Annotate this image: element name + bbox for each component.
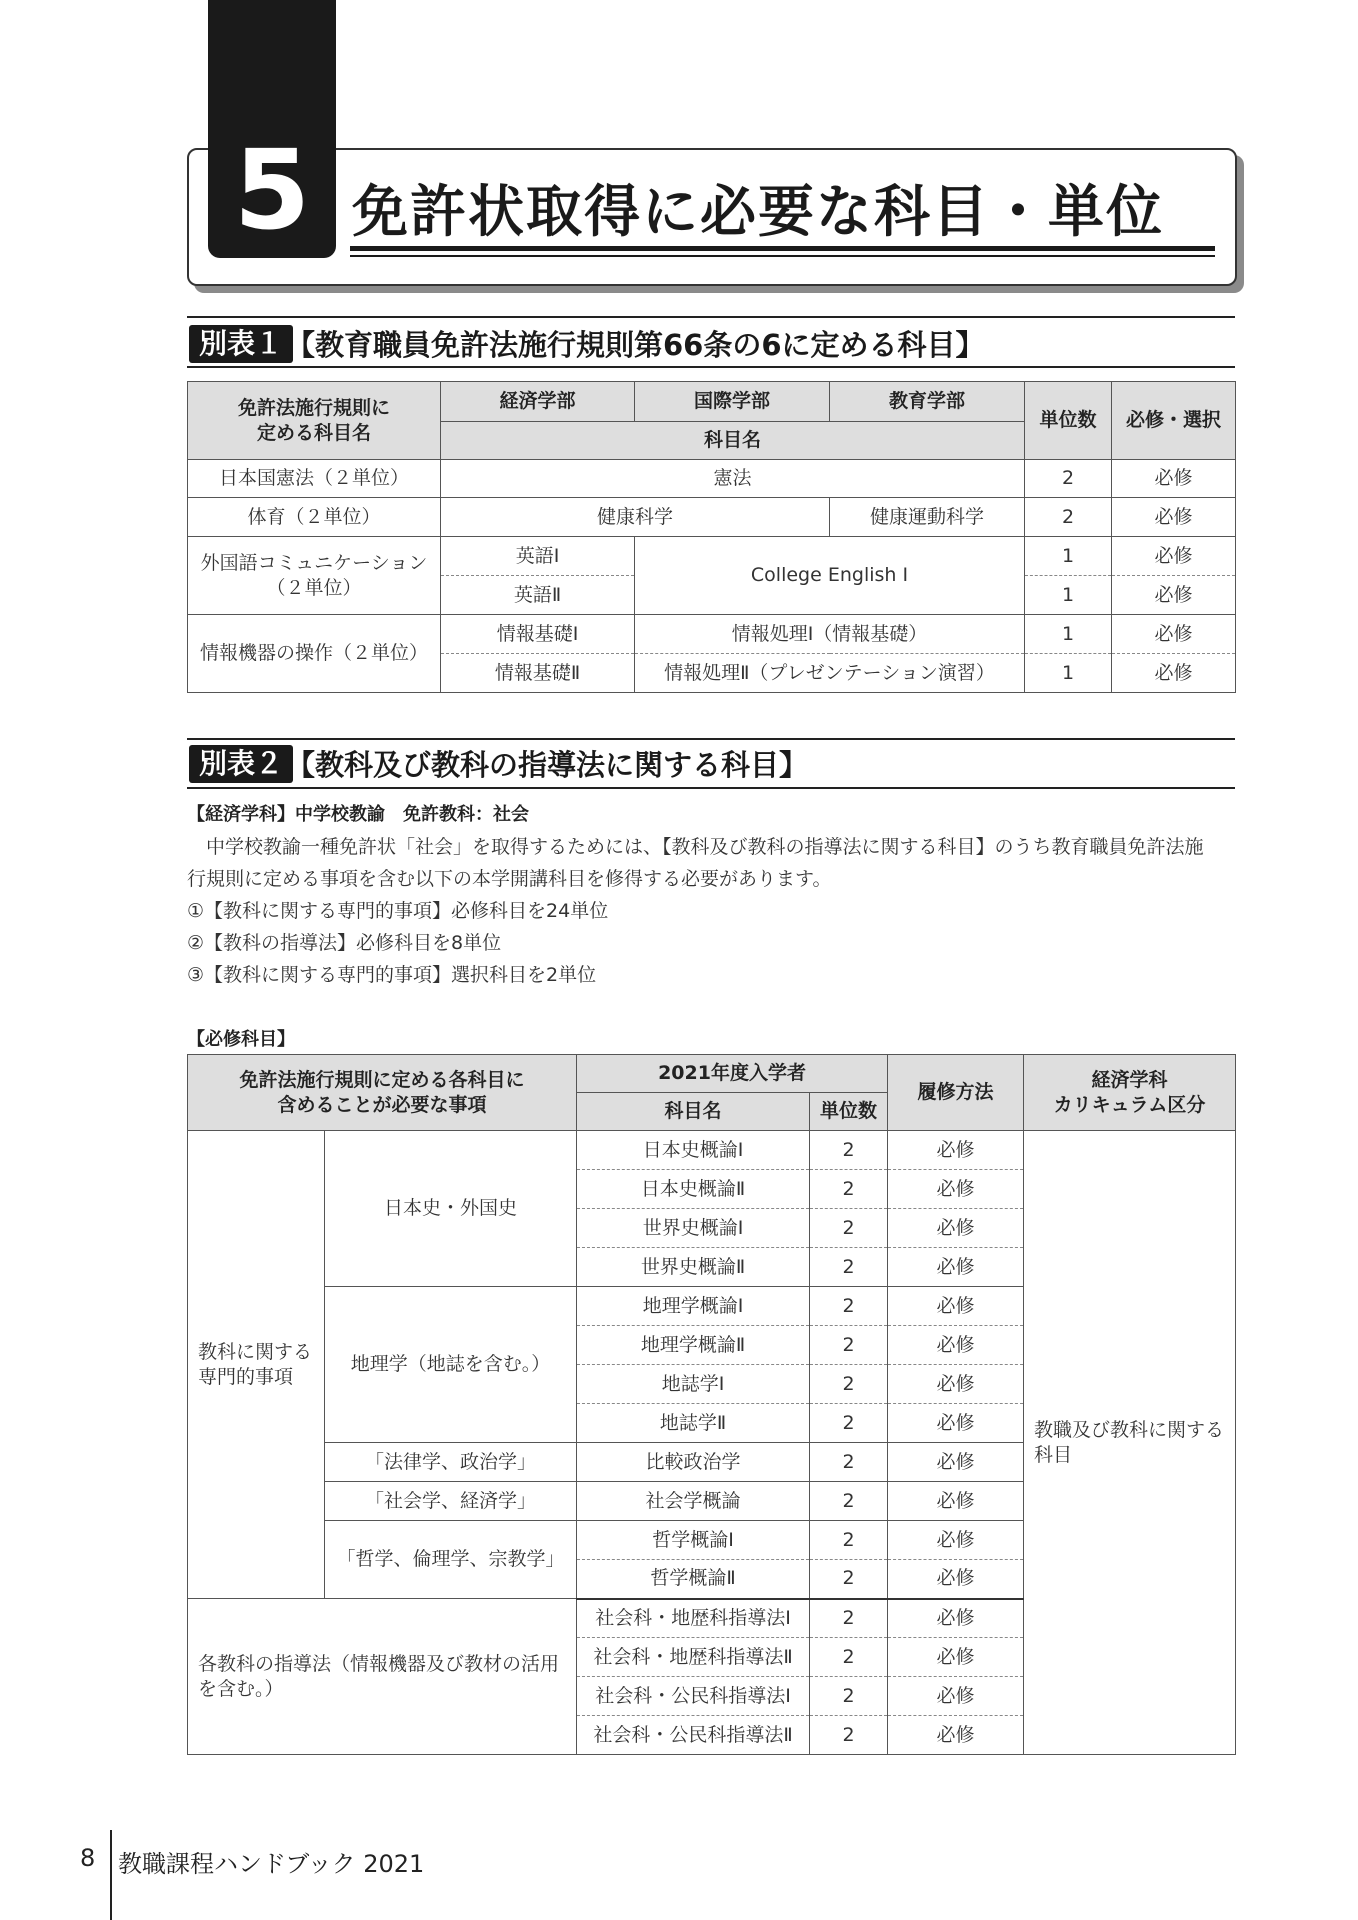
t1-joho-req1: 必修: [1112, 615, 1236, 654]
section1-top-rule: [187, 316, 1235, 318]
t2-row-units: 2: [810, 1170, 888, 1209]
t2-row-method: 必修: [888, 1482, 1024, 1521]
t1-kenpo-label: 日本国憲法（２単位）: [188, 460, 441, 498]
t1-kenpo-req: 必修: [1112, 460, 1236, 498]
t2-row-subject: 社会科・地歴科指導法Ⅰ: [577, 1599, 810, 1638]
table2: [187, 1054, 1236, 1755]
t2-row-method: 必修: [888, 1638, 1024, 1677]
section1-title: 【教育職員免許法施行規則第66条の6に定める科目】: [286, 328, 985, 362]
t2-row-units: 2: [810, 1248, 888, 1287]
t2-cat-geo: 地理学（地誌を含む。）: [325, 1287, 577, 1443]
t2-row-units: 2: [810, 1677, 888, 1716]
section2-list-item-2: ②【教科の指導法】必修科目を8単位: [187, 932, 502, 954]
t2-row-method: 必修: [888, 1677, 1024, 1716]
t1-kenpo-subject: 憲法: [441, 460, 1025, 498]
chapter-number: 5: [233, 126, 311, 254]
t2-cat-history: 日本史・外国史: [325, 1131, 577, 1287]
section2-title: 【教科及び教科の指導法に関する科目】: [286, 748, 809, 782]
t1-gaikokugo-units1: 1: [1025, 537, 1112, 576]
t2-row-units: 2: [810, 1209, 888, 1248]
section1-bottom-rule: [187, 366, 1235, 368]
t2-row-subject: 社会科・地歴科指導法Ⅱ: [577, 1638, 810, 1677]
t2-row-subject: 地誌学Ⅱ: [577, 1404, 810, 1443]
t2-row-subject: 地理学概論Ⅱ: [577, 1326, 810, 1365]
t2-row-subject: 地誌学Ⅰ: [577, 1365, 810, 1404]
t1-gaikokugo-sub1: 英語Ⅰ: [441, 537, 635, 576]
t1-gaikokugo-units2: 1: [1025, 576, 1112, 615]
t2-row-subject: 日本史概論Ⅱ: [577, 1170, 810, 1209]
t2-row-subject: 地理学概論Ⅰ: [577, 1287, 810, 1326]
section2-bottom-rule: [187, 787, 1235, 789]
t1-header-kyoiku: 教育学部: [830, 382, 1025, 422]
t2-row-method: 必修: [888, 1365, 1024, 1404]
t2-row-method: 必修: [888, 1131, 1024, 1170]
t2-row-units: 2: [810, 1443, 888, 1482]
t2-row-method: 必修: [888, 1326, 1024, 1365]
t1-gaikokugo-req2: 必修: [1112, 576, 1236, 615]
t2-row-method: 必修: [888, 1287, 1024, 1326]
t1-gaikokugo-label: 外国語コミュニケーション （２単位）: [188, 537, 441, 615]
t1-joho-units1: 1: [1025, 615, 1112, 654]
t2-row-subject: 世界史概論Ⅰ: [577, 1209, 810, 1248]
t2-row-units: 2: [810, 1638, 888, 1677]
footer-divider: [110, 1830, 112, 1920]
t2-cat-phil: 「哲学、倫理学、宗教学」: [325, 1521, 577, 1599]
t2-row-subject: 世界史概論Ⅱ: [577, 1248, 810, 1287]
t1-header-kokusai: 国際学部: [635, 382, 830, 422]
section2-list-item-1: ①【教科に関する専門的事項】必修科目を24単位: [187, 900, 609, 922]
t2-row-subject: 社会学概論: [577, 1482, 810, 1521]
t1-gaikokugo-college: College English Ⅰ: [635, 537, 1025, 615]
t2-row-subject: 社会科・公民科指導法Ⅱ: [577, 1716, 810, 1755]
t1-taiiku-subject-b: 健康運動科学: [830, 498, 1025, 537]
t1-joho-alt2: 情報処理Ⅱ（プレゼンテーション演習）: [635, 654, 1025, 693]
t2-group1-label: 教科に関する 専門的事項: [188, 1131, 325, 1599]
t1-joho-units2: 1: [1025, 654, 1112, 693]
t2-group2-label: 各教科の指導法（情報機器及び教材の活用を含む。）: [188, 1599, 577, 1755]
t1-taiiku-subject-a: 健康科学: [441, 498, 830, 537]
t2-header-curriculum: 経済学科 カリキュラム区分: [1024, 1055, 1236, 1131]
t2-row-units: 2: [810, 1131, 888, 1170]
t2-curriculum-value: 教職及び教科に関する 科目: [1024, 1131, 1236, 1755]
footer-title: 教職課程ハンドブック 2021: [118, 1850, 425, 1878]
t2-row-method: 必修: [888, 1599, 1024, 1638]
t2-row-method: 必修: [888, 1209, 1024, 1248]
t2-header-method: 履修方法: [888, 1055, 1024, 1131]
t1-kenpo-units: 2: [1025, 460, 1112, 498]
t2-row-subject: 哲学概論Ⅰ: [577, 1521, 810, 1560]
t2-header-subject: 科目名: [577, 1093, 810, 1131]
t2-row-method: 必修: [888, 1170, 1024, 1209]
t2-row-units: 2: [810, 1326, 888, 1365]
page-number: 8: [80, 1844, 96, 1872]
t1-joho-sub2: 情報基礎Ⅱ: [441, 654, 635, 693]
t1-header-subject-name: 科目名: [441, 422, 1025, 460]
t1-gaikokugo-req1: 必修: [1112, 537, 1236, 576]
t2-row-units: 2: [810, 1716, 888, 1755]
chapter-title: 免許状取得に必要な科目・単位: [352, 180, 1164, 245]
t2-header-year: 2021年度入学者: [577, 1055, 888, 1093]
t1-header-keizai: 経済学部: [441, 382, 635, 422]
t2-row-method: 必修: [888, 1716, 1024, 1755]
section2-label: 別表２: [189, 745, 293, 783]
t2-row-units: 2: [810, 1521, 888, 1560]
t2-header-units: 単位数: [810, 1093, 888, 1131]
t2-cat-soc: 「社会学、経済学」: [325, 1482, 577, 1521]
t2-row-method: 必修: [888, 1443, 1024, 1482]
t2-row-units: 2: [810, 1560, 888, 1599]
required-subjects-label: 【必修科目】: [187, 1029, 295, 1050]
t1-joho-alt1: 情報処理Ⅰ（情報基礎）: [635, 615, 1025, 654]
section2-subheading: 【経済学科】中学校教諭 免許教科：社会: [187, 804, 529, 825]
section2-list-item-3: ③【教科に関する専門的事項】選択科目を2単位: [187, 964, 597, 986]
t2-cat-law: 「法律学、政治学」: [325, 1443, 577, 1482]
t1-header-units: 単位数: [1025, 382, 1112, 460]
t1-header-required: 必修・選択: [1112, 382, 1236, 460]
t1-joho-req2: 必修: [1112, 654, 1236, 693]
t2-row-subject: 社会科・公民科指導法Ⅰ: [577, 1677, 810, 1716]
t2-row-subject: 比較政治学: [577, 1443, 810, 1482]
t1-joho-label: 情報機器の操作（２単位）: [188, 615, 441, 693]
t2-row-method: 必修: [888, 1521, 1024, 1560]
t1-header-col1: 免許法施行規則に 定める科目名: [188, 382, 441, 460]
table1: [187, 381, 1236, 693]
section2-top-rule: [187, 738, 1235, 740]
t2-row-method: 必修: [888, 1560, 1024, 1599]
t2-row-method: 必修: [888, 1404, 1024, 1443]
section2-paragraph-line2: 行規則に定める事項を含む以下の本学開講科目を修得する必要があります。: [187, 868, 832, 890]
chapter-title-underline-thin: [350, 255, 1215, 257]
t1-taiiku-req: 必修: [1112, 498, 1236, 537]
t2-row-method: 必修: [888, 1248, 1024, 1287]
section1-label: 別表１: [189, 325, 293, 363]
t2-row-units: 2: [810, 1365, 888, 1404]
t1-gaikokugo-sub2: 英語Ⅱ: [441, 576, 635, 615]
t2-row-units: 2: [810, 1404, 888, 1443]
t2-header-col1: 免許法施行規則に定める各科目に 含めることが必要な事項: [188, 1055, 577, 1131]
t2-row-units: 2: [810, 1599, 888, 1638]
section2-paragraph-line1: 中学校教諭一種免許状「社会」を取得するためには、【教科及び教科の指導法に関する科目】のうち教育職員免許法施: [206, 836, 1204, 858]
chapter-title-underline: [350, 246, 1215, 251]
t2-row-subject: 日本史概論Ⅰ: [577, 1131, 810, 1170]
t1-taiiku-label: 体育（２単位）: [188, 498, 441, 537]
t2-row-units: 2: [810, 1287, 888, 1326]
t1-taiiku-units: 2: [1025, 498, 1112, 537]
t1-joho-sub1: 情報基礎Ⅰ: [441, 615, 635, 654]
t2-row-subject: 哲学概論Ⅱ: [577, 1560, 810, 1599]
t2-row-units: 2: [810, 1482, 888, 1521]
